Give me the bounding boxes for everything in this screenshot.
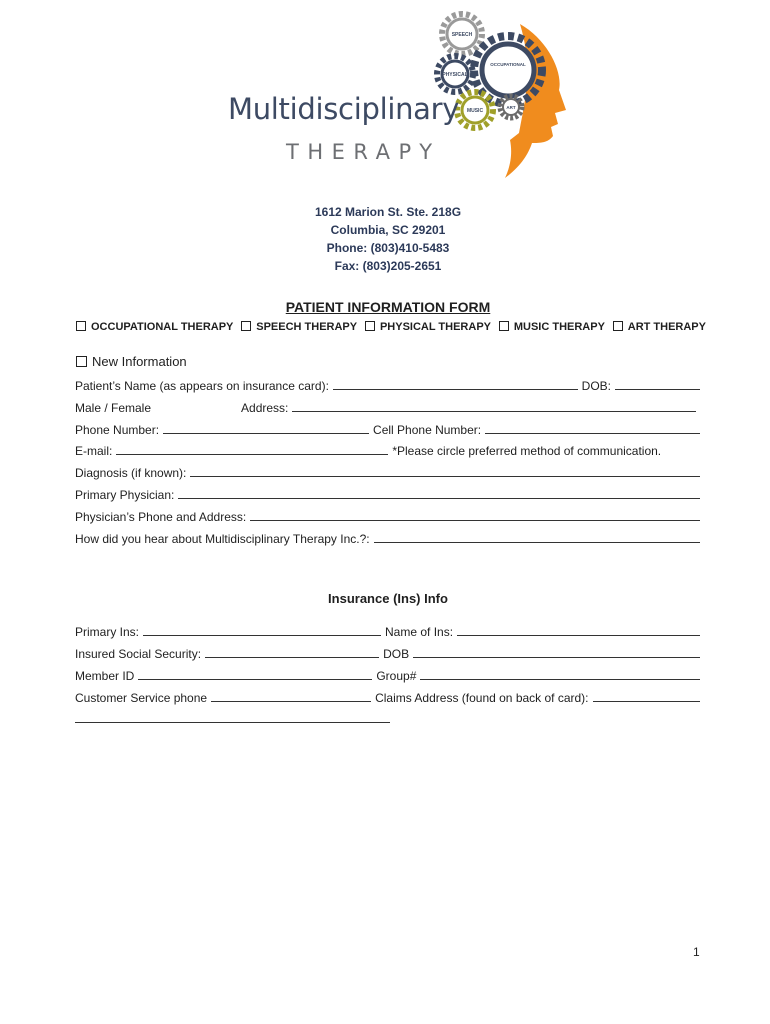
ins-name-field[interactable] — [457, 635, 700, 636]
phone-field[interactable] — [163, 433, 369, 434]
therapy-label: PHYSICAL THERAPY — [379, 321, 491, 333]
member-id-label: Member ID — [75, 669, 135, 683]
customer-service-row — [75, 689, 700, 705]
therapy-option-speech[interactable] — [241, 321, 357, 333]
member-row — [75, 667, 700, 683]
referral-row — [75, 530, 700, 546]
therapy-option-physical[interactable] — [365, 321, 491, 333]
physician-field[interactable] — [178, 498, 700, 499]
diagnosis-field[interactable] — [190, 476, 700, 477]
physician-contact-label: Physician’s Phone and Address: — [75, 510, 247, 524]
address-city: Columbia, SC 29201 — [330, 223, 446, 237]
primary-ins-row — [75, 623, 700, 639]
gear-label-art: ART — [506, 105, 516, 110]
group-field[interactable] — [420, 679, 700, 680]
primary-ins-label: Primary Ins: — [75, 625, 140, 639]
physician-contact-field[interactable] — [250, 520, 700, 521]
insured-dob-label: DOB — [383, 647, 410, 661]
diagnosis-label: Diagnosis (if known): — [75, 466, 187, 480]
physician-label: Primary Physician: — [75, 488, 175, 502]
address-phone: Phone: (803)410-5483 — [326, 241, 450, 255]
therapy-options — [76, 321, 706, 333]
address-fax: Fax: (803)205-2651 — [334, 259, 442, 273]
gear-label-speech: SPEECH — [451, 32, 473, 38]
dob-field[interactable] — [615, 389, 700, 390]
therapy-option-occupational[interactable] — [76, 321, 233, 333]
address-label: Address: — [241, 401, 289, 415]
checkbox-icon[interactable] — [613, 321, 623, 331]
new-information-option[interactable] — [76, 354, 187, 369]
sex-address-row — [75, 399, 700, 415]
ssn-label: Insured Social Security: — [75, 647, 202, 661]
patient-name-label: Patient’s Name (as appears on insurance card): — [75, 379, 329, 393]
brand-name: Multidisciplinary — [228, 92, 460, 126]
claims-address-label: Claims Address (found on back of card): — [375, 691, 589, 705]
therapy-label: MUSIC THERAPY — [513, 321, 605, 333]
address-street: 1612 Marion St. Ste. 218G — [314, 205, 462, 219]
checkbox-icon[interactable] — [241, 321, 251, 331]
email-row — [75, 442, 700, 458]
insurance-heading: Insurance (Ins) Info — [328, 591, 448, 606]
communication-note: *Please circle preferred method of communication. — [392, 444, 662, 458]
cell-phone-label: Cell Phone Number: — [373, 423, 482, 437]
new-information-label: New Information — [92, 354, 187, 369]
brand-subtitle: THERAPY — [286, 140, 441, 164]
ins-name-label: Name of Ins: — [385, 625, 454, 639]
therapy-option-music[interactable] — [499, 321, 605, 333]
checkbox-icon[interactable] — [499, 321, 509, 331]
claims-address-field[interactable] — [593, 701, 700, 702]
therapy-option-art[interactable] — [613, 321, 706, 333]
phone-row — [75, 421, 700, 437]
email-label: E-mail: — [75, 444, 113, 458]
ssn-field[interactable] — [205, 657, 379, 658]
page-number: 1 — [693, 945, 700, 959]
physician-contact-row — [75, 508, 700, 524]
therapy-label: SPEECH THERAPY — [256, 321, 358, 333]
sex-label[interactable]: Male / Female — [75, 401, 152, 415]
cs-phone-field[interactable] — [211, 701, 371, 702]
address-field[interactable] — [292, 411, 696, 412]
referral-label: How did you hear about Multidisciplinary Therapy Inc.?: — [75, 532, 370, 546]
cs-phone-label: Customer Service phone — [75, 691, 208, 705]
group-label: Group# — [376, 669, 417, 683]
diagnosis-row — [75, 464, 700, 480]
patient-name-field[interactable] — [333, 389, 578, 390]
therapy-label: ART THERAPY — [627, 321, 706, 333]
phone-label: Phone Number: — [75, 423, 160, 437]
checkbox-icon[interactable] — [365, 321, 375, 331]
primary-ins-field[interactable] — [143, 635, 381, 636]
checkbox-icon[interactable] — [76, 321, 86, 331]
member-id-field[interactable] — [138, 679, 372, 680]
gear-label-physical: PHYSICAL — [442, 72, 468, 78]
claims-address-continuation-field[interactable] — [75, 722, 390, 723]
clinic-address — [0, 203, 770, 275]
therapy-label: OCCUPATIONAL THERAPY — [91, 321, 234, 333]
insured-dob-field[interactable] — [413, 657, 700, 658]
company-logo — [0, 0, 770, 195]
patient-name-row — [75, 377, 700, 393]
ssn-row — [75, 645, 700, 661]
gear-label-occupational: OCCUPATIONAL — [490, 62, 526, 67]
email-field[interactable] — [116, 454, 388, 455]
cell-phone-field[interactable] — [485, 433, 700, 434]
checkbox-icon[interactable] — [76, 356, 87, 367]
gear-label-music: MUSIC — [466, 108, 484, 114]
physician-row — [75, 486, 700, 502]
form-title: PATIENT INFORMATION FORM — [285, 299, 491, 315]
referral-field[interactable] — [374, 542, 700, 543]
dob-label: DOB: — [581, 379, 611, 393]
